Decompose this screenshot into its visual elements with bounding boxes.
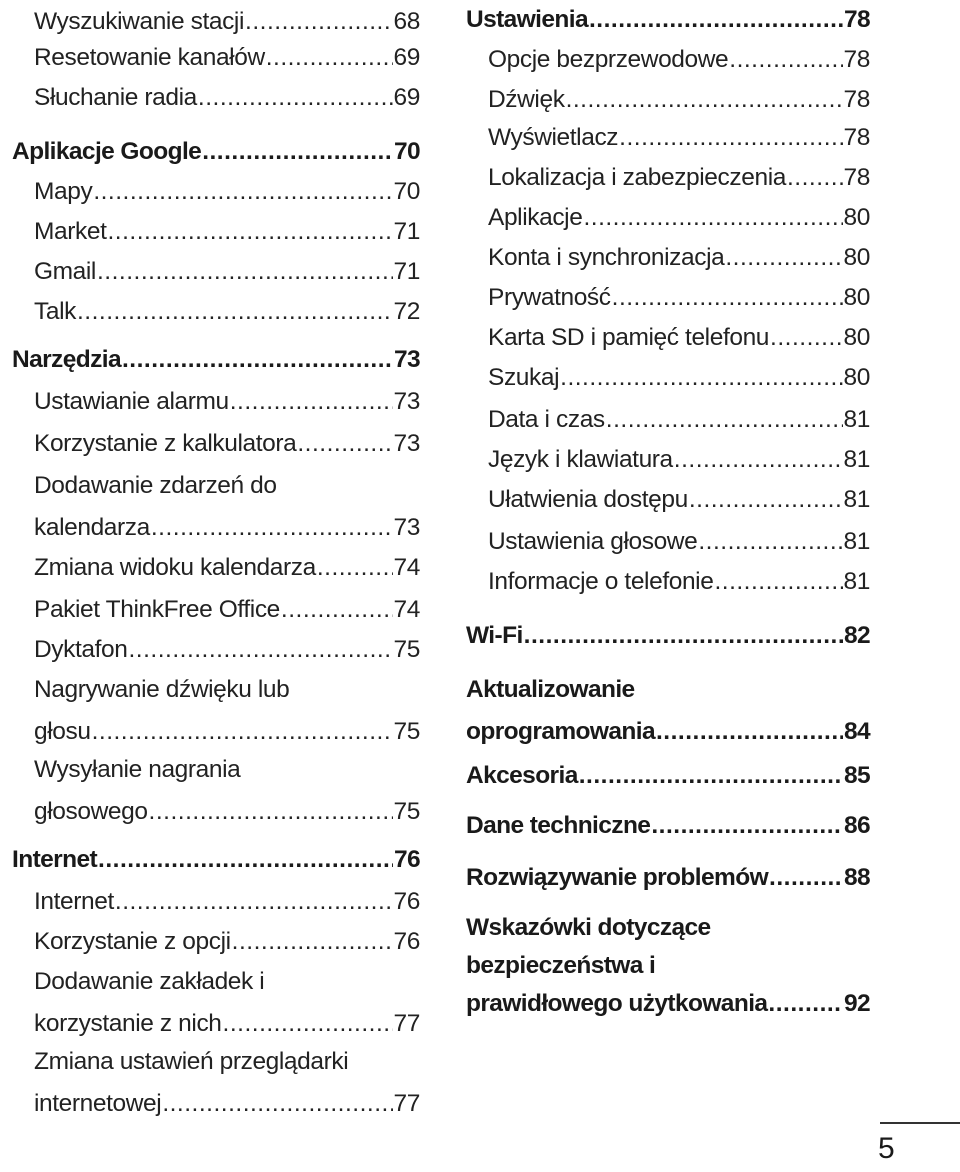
toc-entry-page: 73: [393, 430, 420, 457]
toc-entry-title: Informacje o telefonie: [488, 568, 714, 595]
toc-section-title: Internet: [12, 846, 98, 873]
dot-leader: [115, 882, 393, 922]
toc-entry-page: 78: [843, 86, 870, 113]
toc-entry-page: 77: [393, 1010, 420, 1037]
toc-entry-title-line1: Nagrywanie dźwięku lub: [34, 676, 290, 703]
toc-entry-lokalizacja[interactable]: [488, 158, 870, 198]
toc-entry-title-line1: Wysyłanie nagrania: [34, 756, 241, 783]
toc-section-narzedzia[interactable]: [12, 340, 420, 380]
toc-entry-internet[interactable]: [34, 882, 420, 922]
dot-leader: [97, 252, 393, 292]
dot-leader: [651, 806, 843, 846]
toc-entry-page: 78: [843, 164, 870, 191]
toc-entry-page: 81: [843, 406, 870, 433]
toc-entry-ustawienia-glosowe[interactable]: [488, 522, 870, 562]
dot-leader: [202, 132, 393, 172]
toc-entry-page: 75: [393, 798, 420, 825]
dot-leader: [725, 238, 842, 278]
dot-leader: [768, 984, 843, 1024]
toc-entry-page: 68: [393, 8, 420, 35]
toc-entry-page: 80: [843, 324, 870, 351]
dot-leader: [92, 712, 393, 752]
toc-section-page: 70: [393, 138, 420, 165]
toc-entry-zmiana-ustawien[interactable]: [34, 1042, 420, 1124]
toc-entry-title-line2: internetowej: [34, 1090, 162, 1117]
dot-leader: [128, 630, 392, 670]
toc-entry-title-line2: głosu: [34, 718, 91, 745]
toc-entry-title: Aplikacje: [488, 204, 583, 231]
toc-entry-title: Pakiet ThinkFree Office: [34, 596, 280, 623]
toc-entry-page: 75: [393, 636, 420, 663]
toc-entry-jezyk[interactable]: [488, 440, 870, 480]
toc-entry-page: 73: [393, 514, 420, 541]
toc-entry-title: Ustawianie alarmu: [34, 388, 229, 415]
toc-entry-page: 75: [393, 718, 420, 745]
toc-section-akcesoria[interactable]: [466, 756, 870, 796]
toc-entry-dodawanie-zdarzen[interactable]: [34, 466, 420, 548]
toc-entry-page: 72: [393, 298, 420, 325]
toc-entry-page: 78: [843, 124, 870, 151]
toc-section-internet[interactable]: [12, 840, 420, 880]
toc-entry-title: Mapy: [34, 178, 93, 205]
dot-leader: [769, 858, 843, 898]
toc-entry-korzystanie-kalkulatora[interactable]: [34, 424, 420, 464]
toc-entry-page: 81: [843, 568, 870, 595]
toc-section-wifi[interactable]: [466, 616, 870, 656]
toc-entry-title: Resetowanie kanałów: [34, 44, 265, 71]
toc-entry-title: Szukaj: [488, 364, 560, 391]
dot-leader: [77, 292, 393, 332]
toc-entry-title-line2: kalendarza: [34, 514, 150, 541]
toc-entry-title-line2: głosowego: [34, 798, 148, 825]
toc-section-page: 88: [843, 864, 870, 891]
toc-entry-title: Market: [34, 218, 107, 245]
toc-section-title: Aplikacje Google: [12, 138, 202, 165]
page-number: 5: [878, 1132, 895, 1165]
toc-entry-ustawianie-alarmu[interactable]: [34, 382, 420, 422]
toc-entry-opcje-bezprzewodowe[interactable]: [488, 40, 870, 80]
dot-leader: [579, 756, 843, 796]
toc-entry-title-line1: Dodawanie zdarzeń do: [34, 472, 277, 499]
dot-leader: [619, 118, 842, 158]
dot-leader: [606, 400, 843, 440]
dot-leader: [787, 158, 843, 198]
toc-section-title: Ustawienia: [466, 6, 588, 33]
toc-entry-title-line2: korzystanie z nich: [34, 1010, 222, 1037]
toc-entry-mapy[interactable]: [34, 172, 420, 212]
toc-section-title-line2: bezpieczeństwa i: [466, 952, 656, 979]
dot-leader: [770, 318, 843, 358]
toc-entry-data-czas[interactable]: [488, 400, 870, 440]
toc-section-wskazowki[interactable]: [466, 908, 870, 1024]
toc-entry-page: 69: [393, 84, 420, 111]
toc-section-page: 76: [393, 846, 420, 873]
toc-section-page: 82: [843, 622, 870, 649]
toc-section-page: 92: [843, 990, 870, 1017]
toc-section-page: 86: [843, 812, 870, 839]
toc-entry-page: 77: [393, 1090, 420, 1117]
dot-leader: [107, 212, 392, 252]
toc-section-ustawienia[interactable]: [466, 0, 870, 40]
toc-entry-wyszukiwanie-stacji[interactable]: [34, 2, 420, 42]
dot-leader: [689, 480, 843, 520]
toc-entry-page: 78: [843, 46, 870, 73]
toc-entry-page: 81: [843, 528, 870, 555]
toc-entry-title: Wyszukiwanie stacji: [34, 8, 245, 35]
dot-leader: [583, 198, 842, 238]
dot-leader: [266, 38, 393, 78]
toc-section-page: 73: [393, 346, 420, 373]
toc-entry-page: 81: [843, 486, 870, 513]
toc-entry-page: 69: [393, 44, 420, 71]
toc-entry-title: Ustawienia głosowe: [488, 528, 698, 555]
dot-leader: [230, 382, 393, 422]
toc-entry-zmiana-widoku[interactable]: [34, 548, 420, 588]
toc-entry-karta-sd[interactable]: [488, 318, 870, 358]
toc-entry-page: 74: [393, 596, 420, 623]
toc-entry-title: Konta i synchronizacja: [488, 244, 725, 271]
toc-entry-market[interactable]: [34, 212, 420, 252]
dot-leader: [698, 522, 842, 562]
toc-entry-title: Lokalizacja i zabezpieczenia: [488, 164, 786, 191]
toc-section-title: Akcesoria: [466, 762, 578, 789]
toc-entry-page: 76: [393, 928, 420, 955]
dot-leader: [151, 508, 393, 548]
toc-entry-page: 71: [393, 258, 420, 285]
toc-entry-gmail[interactable]: [34, 252, 420, 292]
toc-entry-title: Zmiana widoku kalendarza: [34, 554, 316, 581]
dot-leader: [612, 278, 843, 318]
toc-entry-title: Talk: [34, 298, 76, 325]
toc-entry-title: Opcje bezprzewodowe: [488, 46, 729, 73]
toc-entry-nagrywanie[interactable]: [34, 670, 420, 752]
toc-entry-title: Wyświetlacz: [488, 124, 619, 151]
toc-entry-konta[interactable]: [488, 238, 870, 278]
toc-section-title: Narzędzia: [12, 346, 121, 373]
toc-entry-informacje[interactable]: [488, 562, 870, 602]
toc-entry-prywatnosc[interactable]: [488, 278, 870, 318]
toc-section-page: 85: [843, 762, 870, 789]
toc-entry-pakiet-thinkfree[interactable]: [34, 590, 420, 630]
toc-entry-page: 76: [393, 888, 420, 915]
toc-section-page: 84: [843, 718, 870, 745]
toc-entry-page: 80: [843, 364, 870, 391]
dot-leader: [198, 78, 393, 118]
dot-leader: [122, 340, 393, 380]
toc-section-dane-techniczne[interactable]: [466, 806, 870, 846]
dot-leader: [656, 712, 843, 752]
toc-section-title: Wi-Fi: [466, 622, 523, 649]
toc-entry-page: 71: [393, 218, 420, 245]
toc-entry-title: Gmail: [34, 258, 96, 285]
toc-entry-page: 70: [393, 178, 420, 205]
dot-leader: [93, 172, 392, 212]
dot-leader: [589, 0, 843, 40]
toc-entry-page: 81: [843, 446, 870, 473]
toc-entry-title: Język i klawiatura: [488, 446, 673, 473]
toc-section-title-line2: oprogramowania: [466, 718, 655, 745]
toc-section-title-line1: Wskazówki dotyczące: [466, 914, 711, 941]
toc-section-title-line3: prawidłowego użytkowania: [466, 990, 768, 1017]
dot-leader: [232, 922, 393, 962]
dot-leader: [297, 424, 392, 464]
toc-entry-page: 80: [843, 204, 870, 231]
toc-entry-aplikacje[interactable]: [488, 198, 870, 238]
toc-entry-title: Korzystanie z opcji: [34, 928, 231, 955]
dot-leader: [729, 40, 842, 80]
page-number-rule: [880, 1122, 960, 1124]
dot-leader: [162, 1084, 392, 1124]
toc-entry-page: 74: [393, 554, 420, 581]
toc-entry-wysylanie[interactable]: [34, 750, 420, 832]
toc-entry-dyktafon[interactable]: [34, 630, 420, 670]
toc-entry-title: Data i czas: [488, 406, 605, 433]
toc-section-title: Rozwiązywanie problemów: [466, 864, 769, 891]
toc-entry-title: Prywatność: [488, 284, 611, 311]
toc-entry-talk[interactable]: [34, 292, 420, 332]
dot-leader: [317, 548, 393, 588]
dot-leader: [149, 792, 393, 832]
toc-entry-title: Słuchanie radia: [34, 84, 197, 111]
toc-entry-page: 80: [843, 284, 870, 311]
toc-entry-title: Ułatwienia dostępu: [488, 486, 688, 513]
dot-leader: [281, 590, 393, 630]
toc-entry-resetowanie-kanalow[interactable]: [34, 38, 420, 78]
dot-leader: [714, 562, 842, 602]
toc-section-rozwiazywanie[interactable]: [466, 858, 870, 898]
toc-entry-title: Internet: [34, 888, 114, 915]
toc-entry-sluchanie-radia[interactable]: [34, 78, 420, 118]
toc-entry-title-line1: Zmiana ustawień przeglądarki: [34, 1048, 349, 1075]
dot-leader: [223, 1004, 393, 1044]
toc-entry-title: Karta SD i pamięć telefonu: [488, 324, 770, 351]
toc-section-aktualizowanie[interactable]: [466, 670, 870, 752]
toc-entry-page: 80: [843, 244, 870, 271]
toc-section-aplikacje-google[interactable]: [12, 132, 420, 172]
toc-entry-title-line1: Dodawanie zakładek i: [34, 968, 265, 995]
toc-entry-korzystanie-opcji[interactable]: [34, 922, 420, 962]
dot-leader: [674, 440, 843, 480]
dot-leader: [524, 616, 843, 656]
toc-section-page: 78: [843, 6, 870, 33]
toc-entry-title: Dźwięk: [488, 86, 565, 113]
dot-leader: [98, 840, 393, 880]
toc-entry-szukaj[interactable]: [488, 358, 870, 398]
toc-section-title-line1: Aktualizowanie: [466, 676, 635, 703]
toc-entry-ulatwienia[interactable]: [488, 480, 870, 520]
toc-entry-page: 73: [393, 388, 420, 415]
toc-entry-dodawanie-zakladek[interactable]: [34, 962, 420, 1044]
toc-entry-title: Korzystanie z kalkulatora: [34, 430, 297, 457]
toc-entry-wyswietlacz[interactable]: [488, 118, 870, 158]
toc-section-title: Dane techniczne: [466, 812, 651, 839]
dot-leader: [245, 2, 393, 42]
toc-entry-title: Dyktafon: [34, 636, 128, 663]
toc-entry-dzwiek[interactable]: [488, 80, 870, 120]
dot-leader: [560, 358, 842, 398]
dot-leader: [566, 80, 843, 120]
